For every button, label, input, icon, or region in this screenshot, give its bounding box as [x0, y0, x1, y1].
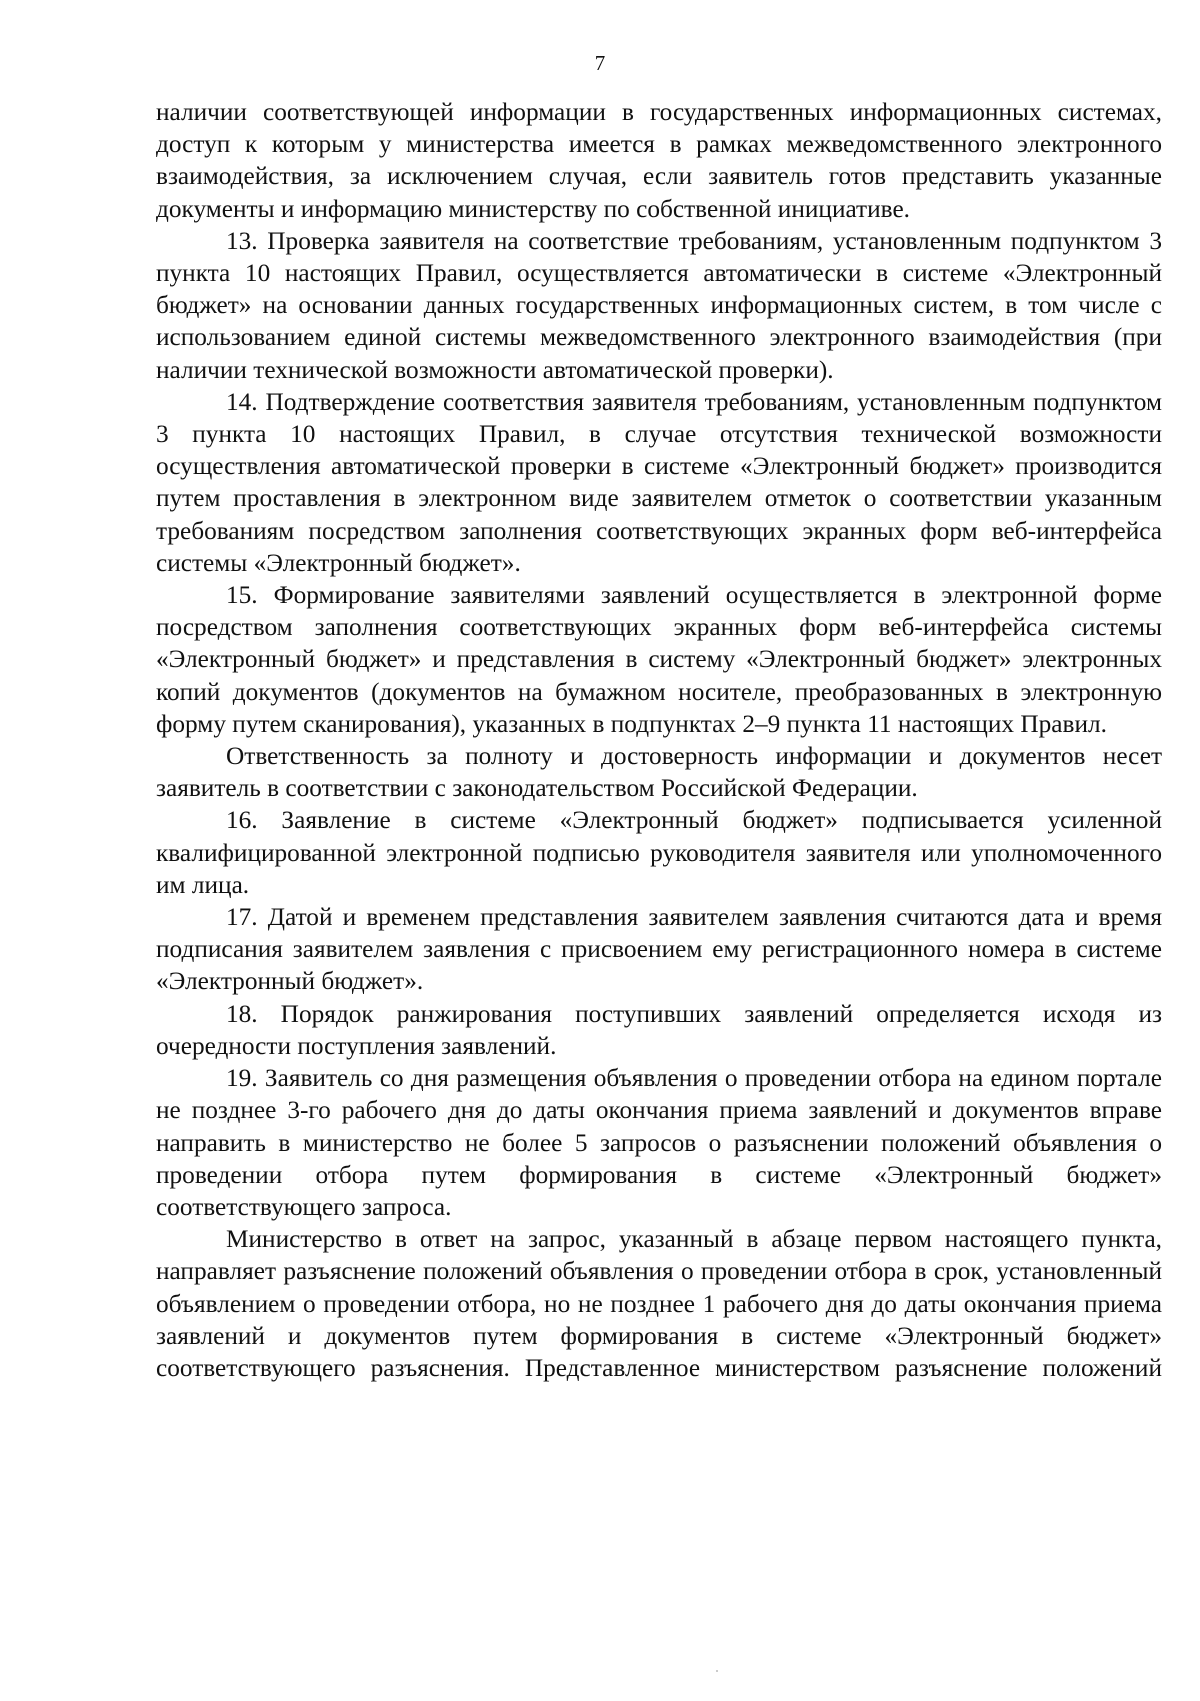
page-number: 7: [594, 51, 606, 75]
scan-speck: [716, 1670, 718, 1672]
paragraph-19-ministry-response: Министерство в ответ на запрос, указанный в абзаце первом настоящего пункта, направляет разъяснение положений объявления о проведении отбора в срок, установленный объявлением о проведении отбора, но не позднее 1 рабочего дня до даты окончания приема заявлений и документов путем формирования в системе «Электронный бюджет» соответствующего разъяснения. Представленное министерством разъяснение положений: [156, 1225, 1162, 1382]
paragraph-17: 17. Датой и временем представления заявителем заявления считаются дата и время подписания заявителем заявления с присвоением ему регистрационного номера в системе «Электронный бюджет».: [156, 903, 1162, 996]
paragraph-14: 14. Подтверждение соответствия заявителя требованиям, установленным подпунктом 3 пункта 10 настоящих Правил, в случае отсутствия технической возможности осуществления автоматической проверки в системе «Электронный бюджет» производится путем проставления в электронном виде заявителем отметок о соответствии указанным требованиям посредством заполнения соответствующих экранных форм веб-интерфейса системы «Электронный бюджет».: [156, 387, 1162, 577]
document-body: [156, 96, 1162, 1384]
paragraph-13: 13. Проверка заявителя на соответствие требованиям, установленным подпунктом 3 пункта 10 настоящих Правил, осуществляется автоматически в системе «Электронный бюджет» на основании данных государственных информационных систем, в том числе с использованием единой системы межведомственного электронного взаимодействия (при наличии технической возможности автоматической проверки).: [156, 226, 1162, 384]
paragraph-16: 16. Заявление в системе «Электронный бюджет» подписывается усиленной квалифицированной электронной подписью руководителя заявителя или уполномоченного им лица.: [156, 806, 1162, 899]
paragraph-18: 18. Порядок ранжирования поступивших заявлений определяется исходя из очередности поступления заявлений.: [156, 999, 1162, 1060]
paragraph-15: 15. Формирование заявителями заявлений осуществляется в электронной форме посредством заполнения соответствующих экранных форм веб-интерфейса системы «Электронный бюджет» и представления в систему «Электронный бюджет» электронных копий документов (документов на бумажном носителе, преобразованных в электронную форму путем сканирования), указанных в подпунктах 2–9 пункта 11 настоящих Правил.: [156, 581, 1162, 738]
paragraph-15-responsibility: Ответственность за полноту и достоверность информации и документов несет заявитель в соответствии с законодательством Российской Федерации.: [156, 742, 1162, 803]
paragraph-continuation: наличии соответствующей информации в государственных информационных системах, доступ к которым у министерства имеется в рамках межведомственного электронного взаимодействия, за исключением случая, если заявитель готов представить указанные документы и информацию министерству по собственной инициативе.: [156, 98, 1162, 223]
paragraph-19: 19. Заявитель со дня размещения объявления о проведении отбора на едином портале не позднее 3-го рабочего дня до даты окончания приема заявлений и документов вправе направить в министерство не более 5 запросов о разъяснении положений объявления о проведении отбора путем формирования в системе «Электронный бюджет» соответствующего запроса.: [156, 1064, 1162, 1221]
